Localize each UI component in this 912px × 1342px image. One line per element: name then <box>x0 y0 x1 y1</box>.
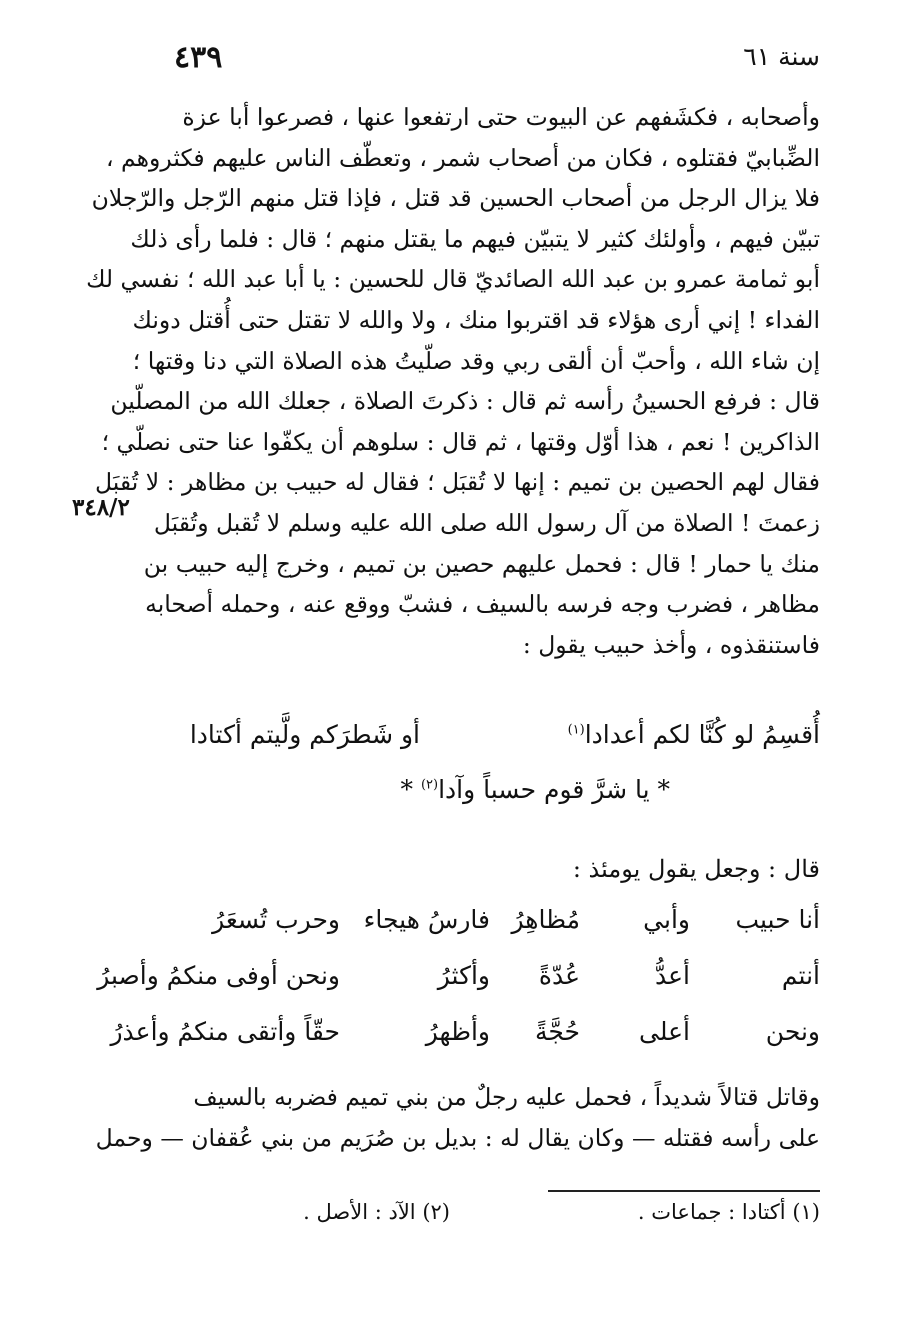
poem-word: أعدُّ <box>655 961 690 990</box>
poem-word: وحرب تُسعَرُ <box>212 905 340 934</box>
text-line: أبو ثمامة عمرو بن عبد الله الصائديّ قال للحسين : يا أبا عبد الله ؛ نفسي لك <box>86 265 820 294</box>
poem-row <box>160 905 820 961</box>
poem-intro: قال : وجعل يقول يومئذ : <box>572 855 820 883</box>
poem-word: ونحن <box>765 1017 820 1046</box>
footnote-2: (٢) الآد : الأصل . <box>303 1200 450 1224</box>
text-line: قال : فرفع الحسينُ رأسه ثم قال : ذكرتَ الصلاة ، جعلك الله من المصلّين <box>110 387 820 416</box>
poem-verse <box>160 720 820 772</box>
margin-reference: ٣٤٨/٢ <box>72 494 130 521</box>
poem-hemistich: أو شَطرَكم ولَّيتم أكتادا <box>189 720 420 749</box>
poem-row <box>97 961 820 1017</box>
text-line: تبيّن فيهم ، وأولئك كثير لا يتبيّن فيهم ما يقتل منهم ؛ قال : فلما رأى ذلك <box>130 224 820 253</box>
hemistich-text: * يا شرَّ قوم حسباً وآدا <box>438 775 670 804</box>
poem-word: وأكثرُ <box>437 961 490 990</box>
footnotes <box>160 1200 820 1234</box>
poem-word: وأظهرُ <box>425 1017 490 1046</box>
text-line: منك يا حمار ! قال : فحمل عليهم حصين بن تميم ، وخرج إليه حبيب بن <box>143 549 820 578</box>
page-header <box>160 40 820 80</box>
hemistich-text: أُقسِمُ لو كُنَّا لكم أعدادا <box>584 720 820 749</box>
poem-word: عُدّةً <box>538 961 580 990</box>
text-line: زعمتَ ! الصلاة من آل رسول الله صلى الله عليه وسلم لا تُقبل وتُقبَل <box>153 508 820 537</box>
text-line: الضِّبابيّ فقتلوه ، فكان من أصحاب شمر ، وتعطّف الناس عليهم فكثروهم ، <box>105 143 820 172</box>
footnote-1: (١) أكتادا : جماعات . <box>637 1200 820 1224</box>
poem-word: أنتم <box>781 961 820 990</box>
poem-word: وأبي <box>643 905 690 934</box>
footnote-divider <box>548 1190 820 1192</box>
text-line: إن شاء الله ، وأحبّ أن ألقى ربي وقد صلّيتُ هذه الصلاة التي دنا وقتها ؛ <box>132 346 820 375</box>
poem-word: فارسُ هيجاء <box>363 905 490 934</box>
poem-word: مُظاهِرُ <box>511 905 580 934</box>
poem-word: أنا حبيب <box>735 905 820 934</box>
poem-word: حقّاً وأتقى منكمُ وأعذرُ <box>110 1017 340 1046</box>
poem-rajaz <box>97 905 820 1073</box>
text-line: الفداء ! إني أرى هؤلاء قد اقتربوا منك ، ولا والله لا تقتل حتى أُقتل دونك <box>132 305 820 334</box>
text-line: وأصحابه ، فكشَفهم عن البيوت حتى ارتفعوا عنها ، فصرعوا أبا عزة <box>182 103 820 131</box>
poem-word: أعلى <box>639 1017 690 1046</box>
text-line: فقال لهم الحصين بن تميم : إنها لا تُقبَل ؛ فقال له حبيب بن مظاهر : لا تُقبَل <box>94 468 820 497</box>
footnote-mark: (٢) <box>420 777 439 793</box>
running-head-year: سنة ٦١ <box>743 42 820 71</box>
text-line: مظاهر ، فضرب وجه فرسه بالسيف ، فشبّ ووقع عنه ، وحمله أصحابه <box>145 590 820 619</box>
text-line: على رأسه فقتله — وكان يقال له : بديل بن صُرَيم من بني عُقفان — وحمل <box>95 1123 820 1152</box>
text-line: فاستنقذوه ، وأخذ حبيب يقول : <box>522 630 820 659</box>
page-number: ٤٣٩ <box>174 40 223 75</box>
footnote-mark: (١) <box>567 722 585 738</box>
poem-word: حُجَّةً <box>535 1017 580 1046</box>
paragraph-closing <box>95 1077 820 1158</box>
text-line: الذاكرين ! نعم ، هذا أوّل وقتها ، ثم قال : سلوهم أن يكفّوا عنا حتى نصلّي ؛ <box>101 427 820 456</box>
poem-habib <box>160 720 820 804</box>
poem-hemistich <box>568 720 820 749</box>
verse-star: * <box>400 775 413 804</box>
poem-hemistich <box>400 775 670 804</box>
poem-word: ونحن أوفى منكمُ وأصبرُ <box>97 961 340 990</box>
text-line: وقاتل قتالاً شديداً ، فحمل عليه رجلٌ من بني تميم فضربه بالسيف <box>193 1083 820 1111</box>
text-line: فلا يزال الرجل من أصحاب الحسين قد قتل ، فإذا قتل منهم الرّجل والرّجلان <box>91 184 820 213</box>
poem-row <box>110 1017 820 1073</box>
